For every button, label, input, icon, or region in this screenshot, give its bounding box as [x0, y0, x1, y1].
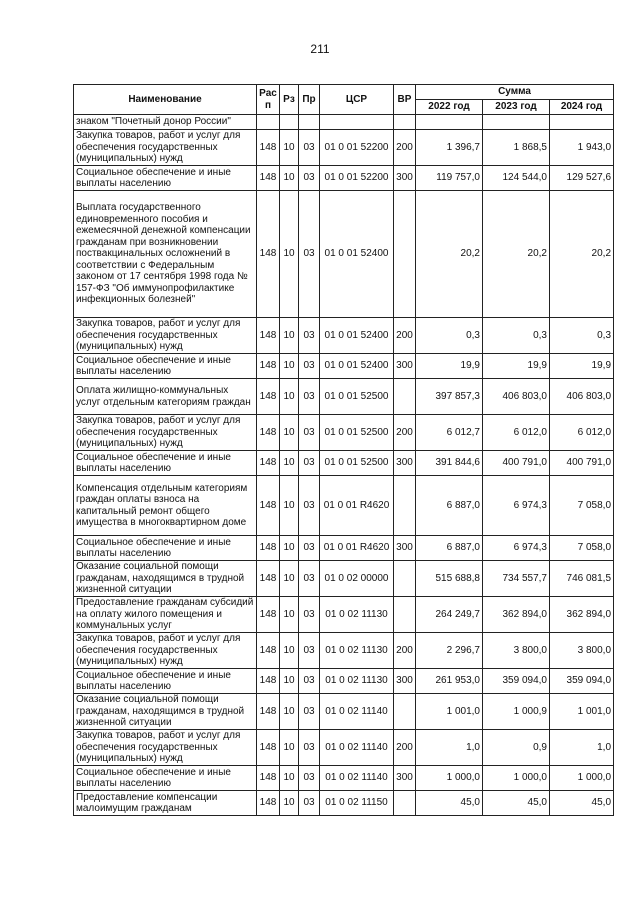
- row-2023: 19,9: [483, 354, 550, 379]
- row-vr: [394, 694, 416, 730]
- row-pr: 03: [299, 730, 320, 766]
- row-2024: 3 800,0: [550, 633, 614, 669]
- row-vr: 300: [394, 766, 416, 791]
- row-pr: 03: [299, 476, 320, 536]
- row-2022: 45,0: [416, 791, 483, 816]
- row-vr: 300: [394, 166, 416, 191]
- row-rz: 10: [280, 694, 299, 730]
- header-name: Наименование: [74, 85, 257, 115]
- row-name: Закупка товаров, работ и услуг для обеспечения государственных (муниципальных) нужд: [74, 130, 257, 166]
- row-2024: 406 803,0: [550, 379, 614, 415]
- table-row: [74, 791, 614, 816]
- table-row: [74, 633, 614, 669]
- row-2024: 129 527,6: [550, 166, 614, 191]
- row-2024: 746 081,5: [550, 561, 614, 597]
- row-vr: 300: [394, 669, 416, 694]
- row-name: Социальное обеспечение и иные выплаты населению: [74, 451, 257, 476]
- continuation-text: знаком "Почетный донор России": [74, 115, 257, 130]
- table-row: [74, 191, 614, 318]
- row-rasp: 148: [257, 318, 280, 354]
- header-csr: ЦСР: [320, 85, 394, 115]
- row-name: Оказание социальной помощи гражданам, находящимся в трудной жизненной ситуации: [74, 694, 257, 730]
- header-sum: Сумма: [416, 85, 614, 100]
- table-row: [74, 476, 614, 536]
- row-name: Предоставление гражданам субсидий на оплату жилого помещения и коммунальных услуг: [74, 597, 257, 633]
- row-2023: 1 868,5: [483, 130, 550, 166]
- row-2022: 1 396,7: [416, 130, 483, 166]
- row-2023: 1 000,9: [483, 694, 550, 730]
- row-csr: 01 0 01 52500: [320, 379, 394, 415]
- table-row: [74, 766, 614, 791]
- row-pr: 03: [299, 694, 320, 730]
- row-name: Оплата жилищно-коммунальных услуг отдельным категориям граждан: [74, 379, 257, 415]
- row-rz: 10: [280, 669, 299, 694]
- row-2024: 359 094,0: [550, 669, 614, 694]
- row-pr: 03: [299, 166, 320, 191]
- row-rasp: 148: [257, 415, 280, 451]
- row-vr: [394, 191, 416, 318]
- row-rz: 10: [280, 536, 299, 561]
- header-pr: Пр: [299, 85, 320, 115]
- row-2023: 45,0: [483, 791, 550, 816]
- row-2023: 6 012,0: [483, 415, 550, 451]
- row-2024: 45,0: [550, 791, 614, 816]
- row-csr: 01 0 01 52200: [320, 130, 394, 166]
- row-rasp: 148: [257, 191, 280, 318]
- row-csr: 01 0 02 11130: [320, 669, 394, 694]
- row-pr: 03: [299, 669, 320, 694]
- row-rasp: 148: [257, 694, 280, 730]
- row-name: Социальное обеспечение и иные выплаты населению: [74, 354, 257, 379]
- row-csr: 01 0 01 52200: [320, 166, 394, 191]
- row-rasp: 148: [257, 476, 280, 536]
- row-rz: 10: [280, 633, 299, 669]
- header-rasp: Рас п: [257, 85, 280, 115]
- row-2024: 20,2: [550, 191, 614, 318]
- row-2024: 7 058,0: [550, 476, 614, 536]
- row-rz: 10: [280, 766, 299, 791]
- row-name: Компенсация отдельным категориям граждан оплаты взноса на капитальный ремонт общего имущества в многоквартирном доме: [74, 476, 257, 536]
- header-year-2024: 2024 год: [550, 100, 614, 115]
- row-2022: 20,2: [416, 191, 483, 318]
- row-2022: 1 001,0: [416, 694, 483, 730]
- row-2022: 391 844,6: [416, 451, 483, 476]
- row-rasp: 148: [257, 766, 280, 791]
- row-csr: 01 0 01 52400: [320, 191, 394, 318]
- header-year-2023: 2023 год: [483, 100, 550, 115]
- row-rasp: 148: [257, 379, 280, 415]
- row-name: Закупка товаров, работ и услуг для обеспечения государственных (муниципальных) нужд: [74, 318, 257, 354]
- row-2023: 362 894,0: [483, 597, 550, 633]
- row-csr: 01 0 02 11140: [320, 766, 394, 791]
- row-2023: 3 800,0: [483, 633, 550, 669]
- row-2022: 1,0: [416, 730, 483, 766]
- row-pr: 03: [299, 597, 320, 633]
- row-2023: 124 544,0: [483, 166, 550, 191]
- row-2022: 119 757,0: [416, 166, 483, 191]
- row-name: Выплата государственного единовременного пособия и ежемесячной денежной компенсации гражданам при возникновении поствакцинальных осложнений в соответствии с Федеральным законом от 17 сентября 1998 года № 157-ФЗ "Об иммунопрофилактике инфекционных болезней": [74, 191, 257, 318]
- row-2022: 6 887,0: [416, 536, 483, 561]
- table-row: [74, 166, 614, 191]
- row-rasp: 148: [257, 130, 280, 166]
- row-name: Закупка товаров, работ и услуг для обеспечения государственных (муниципальных) нужд: [74, 633, 257, 669]
- row-2023: 20,2: [483, 191, 550, 318]
- row-csr: 01 0 01 52400: [320, 354, 394, 379]
- row-csr: 01 0 01 52400: [320, 318, 394, 354]
- row-2022: 19,9: [416, 354, 483, 379]
- row-rasp: 148: [257, 791, 280, 816]
- row-vr: 200: [394, 730, 416, 766]
- row-csr: 01 0 01 R4620: [320, 536, 394, 561]
- row-2022: 6 012,7: [416, 415, 483, 451]
- row-name: Социальное обеспечение и иные выплаты населению: [74, 166, 257, 191]
- row-rz: 10: [280, 130, 299, 166]
- header-vr: ВР: [394, 85, 416, 115]
- row-pr: 03: [299, 415, 320, 451]
- row-2023: 6 974,3: [483, 476, 550, 536]
- row-2024: 19,9: [550, 354, 614, 379]
- row-csr: 01 0 02 11130: [320, 597, 394, 633]
- row-csr: 01 0 02 11150: [320, 791, 394, 816]
- row-2022: 397 857,3: [416, 379, 483, 415]
- row-pr: 03: [299, 191, 320, 318]
- row-rz: 10: [280, 354, 299, 379]
- row-2023: 406 803,0: [483, 379, 550, 415]
- row-name: Социальное обеспечение и иные выплаты населению: [74, 669, 257, 694]
- row-csr: 01 0 02 11140: [320, 730, 394, 766]
- row-2023: 359 094,0: [483, 669, 550, 694]
- row-csr: 01 0 02 11130: [320, 633, 394, 669]
- row-rz: 10: [280, 730, 299, 766]
- row-vr: [394, 476, 416, 536]
- header-rz: Рз: [280, 85, 299, 115]
- row-vr: 200: [394, 130, 416, 166]
- row-rasp: 148: [257, 354, 280, 379]
- row-rasp: 148: [257, 730, 280, 766]
- row-csr: 01 0 01 52500: [320, 451, 394, 476]
- row-rz: 10: [280, 597, 299, 633]
- row-rz: 10: [280, 318, 299, 354]
- row-2024: 1 001,0: [550, 694, 614, 730]
- page-number: 211: [310, 42, 330, 56]
- row-pr: 03: [299, 536, 320, 561]
- budget-table: [73, 84, 614, 816]
- row-pr: 03: [299, 379, 320, 415]
- row-csr: 01 0 02 11140: [320, 694, 394, 730]
- row-2024: 362 894,0: [550, 597, 614, 633]
- table-row: [74, 536, 614, 561]
- table-row: [74, 694, 614, 730]
- row-2023: 734 557,7: [483, 561, 550, 597]
- row-2023: 1 000,0: [483, 766, 550, 791]
- table-row: [74, 730, 614, 766]
- row-rasp: 148: [257, 561, 280, 597]
- row-pr: 03: [299, 633, 320, 669]
- table-row: [74, 379, 614, 415]
- row-vr: [394, 379, 416, 415]
- row-pr: 03: [299, 451, 320, 476]
- row-vr: 200: [394, 633, 416, 669]
- row-pr: 03: [299, 791, 320, 816]
- row-vr: 300: [394, 354, 416, 379]
- row-pr: 03: [299, 561, 320, 597]
- row-name: Предоставление компенсации малоимущим гражданам: [74, 791, 257, 816]
- row-rasp: 148: [257, 536, 280, 561]
- row-rz: 10: [280, 191, 299, 318]
- row-2024: 0,3: [550, 318, 614, 354]
- table-row: [74, 561, 614, 597]
- row-vr: [394, 791, 416, 816]
- row-2023: 0,3: [483, 318, 550, 354]
- row-name: Оказание социальной помощи гражданам, находящимся в трудной жизненной ситуации: [74, 561, 257, 597]
- table-row: [74, 669, 614, 694]
- row-rz: 10: [280, 166, 299, 191]
- row-vr: [394, 561, 416, 597]
- row-rasp: 148: [257, 669, 280, 694]
- row-pr: 03: [299, 766, 320, 791]
- row-2023: 400 791,0: [483, 451, 550, 476]
- row-rz: 10: [280, 561, 299, 597]
- row-2022: 515 688,8: [416, 561, 483, 597]
- row-2022: 6 887,0: [416, 476, 483, 536]
- row-name: Закупка товаров, работ и услуг для обеспечения государственных (муниципальных) нужд: [74, 730, 257, 766]
- row-pr: 03: [299, 130, 320, 166]
- row-vr: 300: [394, 536, 416, 561]
- row-2022: 264 249,7: [416, 597, 483, 633]
- row-rz: 10: [280, 415, 299, 451]
- continuation-row: [74, 115, 614, 130]
- row-rasp: 148: [257, 166, 280, 191]
- row-csr: 01 0 01 R4620: [320, 476, 394, 536]
- row-2024: 7 058,0: [550, 536, 614, 561]
- table-row: [74, 415, 614, 451]
- table-row: [74, 130, 614, 166]
- table-row: [74, 597, 614, 633]
- row-2023: 6 974,3: [483, 536, 550, 561]
- header-year-2022: 2022 год: [416, 100, 483, 115]
- table-row: [74, 451, 614, 476]
- row-2024: 6 012,0: [550, 415, 614, 451]
- row-rz: 10: [280, 379, 299, 415]
- row-rasp: 148: [257, 633, 280, 669]
- row-2023: 0,9: [483, 730, 550, 766]
- row-rz: 10: [280, 791, 299, 816]
- row-2024: 1 000,0: [550, 766, 614, 791]
- row-vr: 200: [394, 318, 416, 354]
- row-pr: 03: [299, 354, 320, 379]
- row-rasp: 148: [257, 451, 280, 476]
- row-vr: 300: [394, 451, 416, 476]
- row-vr: [394, 597, 416, 633]
- table-row: [74, 318, 614, 354]
- row-rasp: 148: [257, 597, 280, 633]
- table-row: [74, 354, 614, 379]
- row-name: Социальное обеспечение и иные выплаты населению: [74, 536, 257, 561]
- row-2024: 1 943,0: [550, 130, 614, 166]
- row-csr: 01 0 02 00000: [320, 561, 394, 597]
- row-rz: 10: [280, 451, 299, 476]
- row-2022: 1 000,0: [416, 766, 483, 791]
- row-rz: 10: [280, 476, 299, 536]
- row-name: Социальное обеспечение и иные выплаты населению: [74, 766, 257, 791]
- row-csr: 01 0 01 52500: [320, 415, 394, 451]
- row-vr: 200: [394, 415, 416, 451]
- row-2024: 400 791,0: [550, 451, 614, 476]
- row-pr: 03: [299, 318, 320, 354]
- row-2022: 261 953,0: [416, 669, 483, 694]
- row-2022: 0,3: [416, 318, 483, 354]
- row-name: Закупка товаров, работ и услуг для обеспечения государственных (муниципальных) нужд: [74, 415, 257, 451]
- row-2024: 1,0: [550, 730, 614, 766]
- row-2022: 2 296,7: [416, 633, 483, 669]
